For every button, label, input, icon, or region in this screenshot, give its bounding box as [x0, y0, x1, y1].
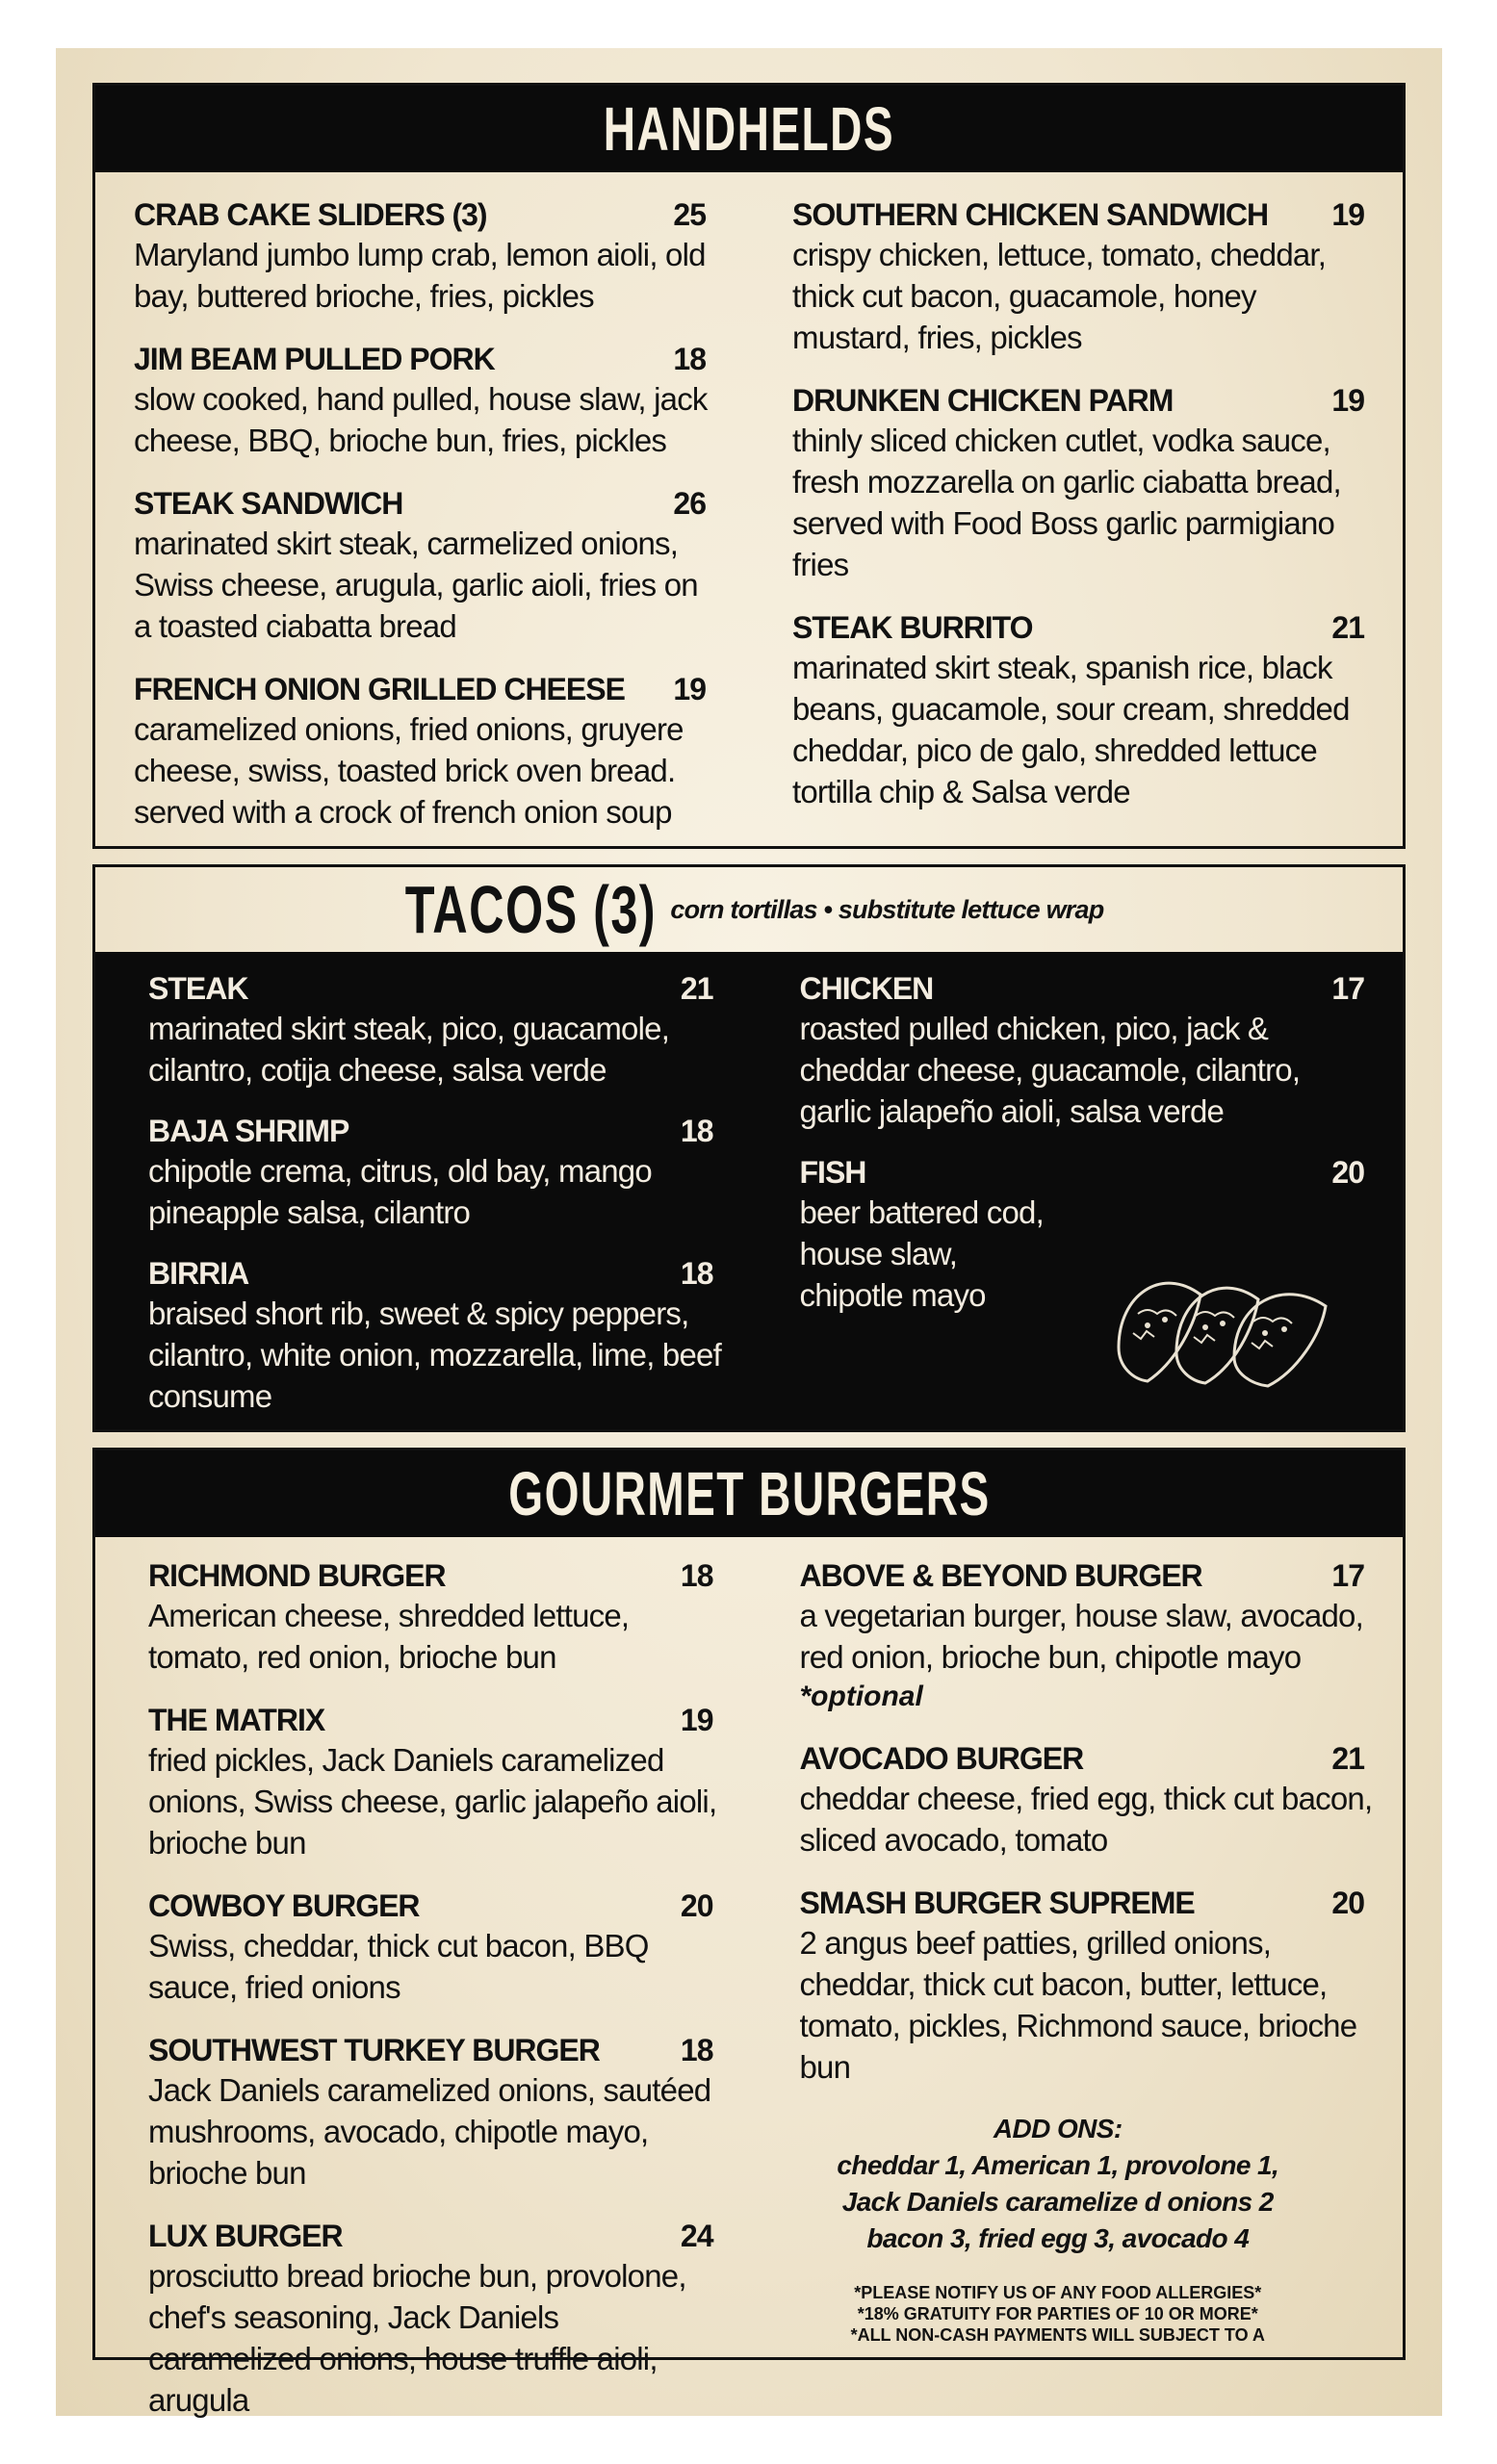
item-description: braised short rib, sweet & spicy peppers, cilantro, white onion, mozzarella, lime, beef consume	[148, 1296, 721, 1414]
item-price: 26	[673, 486, 706, 521]
item-name: FRENCH ONION GRILLED CHEESE	[134, 672, 625, 706]
burgers-section	[92, 1448, 1406, 2418]
menu-item	[134, 195, 715, 317]
item-price: 18	[680, 2033, 713, 2067]
handhelds-left-column	[134, 195, 773, 856]
policy-note: *18% GRATUITY FOR PARTIES OF 10 OR MORE*	[857, 2304, 1258, 2323]
tacos-subtitle: corn tortillas • substitute lettuce wrap	[670, 894, 1104, 924]
menu-item	[148, 1886, 723, 2008]
item-description: fried pickles, Jack Daniels caramelized onions, Swiss cheese, garlic jalapeño aioli, brioche bun	[148, 1742, 717, 1861]
item-description: American cheese, shredded lettuce, tomato, red onion, brioche bun	[148, 1598, 630, 1675]
item-price: 18	[680, 1558, 713, 1593]
item-name: THE MATRIX	[148, 1703, 325, 1737]
item-description-line: chipotle mayo	[799, 1277, 986, 1313]
tacos-body	[95, 952, 1403, 1429]
item-price: 19	[1331, 383, 1364, 418]
item-price: 21	[1331, 610, 1364, 645]
add-ons-title: ADD ONS:	[993, 2114, 1123, 2143]
menu-item	[134, 670, 715, 833]
handhelds-right-column	[773, 195, 1374, 856]
burgers-left-column	[148, 1556, 781, 2444]
item-description: marinated skirt steak, carmelized onions, Swiss cheese, arugula, garlic aioli, fries on a toasted ciabatta bread	[134, 526, 698, 644]
menu-item	[148, 969, 723, 1091]
menu-item	[148, 1112, 723, 1233]
menu-item	[800, 969, 1375, 1132]
item-name: LUX BURGER	[148, 2219, 343, 2253]
item-description: Jack Daniels caramelized onions, sautéed mushrooms, avocado, chipotle mayo, brioche bun	[148, 2072, 711, 2191]
item-description: thinly sliced chicken cutlet, vodka sauce, fresh mozzarella on garlic ciabatta bread, served with Food Boss garlic parmigiano fries	[792, 423, 1341, 582]
item-name: ABOVE & BEYOND BURGER	[799, 1558, 1202, 1593]
policy-note: *ALL NON-CASH PAYMENTS WILL SUBJECT TO A	[850, 2325, 1265, 2345]
item-price: 18	[680, 1256, 713, 1291]
item-name: DRUNKEN CHICKEN PARM	[792, 383, 1174, 418]
tacos-illustration	[1109, 1256, 1345, 1391]
menu-item	[134, 340, 715, 461]
burgers-title: GOURMET BURGERS	[507, 1459, 991, 1528]
add-ons-line: Jack Daniels caramelize d onions 2	[841, 2187, 1274, 2217]
item-description: a vegetarian burger, house slaw, avocado, red onion, brioche bun, chipotle mayo	[799, 1598, 1363, 1675]
menu-item	[800, 1884, 1375, 2088]
burgers-banner	[95, 1450, 1403, 1537]
item-price: 19	[680, 1703, 713, 1737]
item-name: JIM BEAM PULLED PORK	[134, 342, 495, 376]
item-description: 2 angus beef patties, grilled onions, cheddar, thick cut bacon, butter, lettuce, tomato, pickles, Richmond sauce, brioche bun	[799, 1925, 1357, 2085]
item-description: chipotle crema, citrus, old bay, mango pineapple salsa, cilantro	[148, 1153, 652, 1230]
item-description: roasted pulled chicken, pico, jack & cheddar cheese, guacamole, cilantro, garlic jalapeño aioli, salsa verde	[799, 1011, 1301, 1129]
item-name: BIRRIA	[148, 1256, 249, 1291]
item-description: crispy chicken, lettuce, tomato, cheddar, thick cut bacon, guacamole, honey mustard, fries, pickles	[792, 237, 1327, 355]
policy-note: *PLEASE NOTIFY US OF ANY FOOD ALLERGIES*	[854, 2283, 1262, 2302]
item-name: AVOCADO BURGER	[799, 1741, 1084, 1776]
item-price: 21	[1331, 1741, 1364, 1776]
menu-item	[148, 2031, 723, 2194]
item-price: 17	[1331, 1558, 1364, 1593]
menu-item	[134, 484, 715, 647]
item-name: STEAK BURRITO	[792, 610, 1033, 645]
item-description: caramelized onions, fried onions, gruyere cheese, swiss, toasted brick oven bread. served with a crock of french onion soup	[134, 711, 684, 830]
item-name: CHICKEN	[799, 971, 934, 1006]
burgers-right-column	[781, 1556, 1375, 2444]
tacos-title: TACOS (3)	[404, 872, 657, 947]
optional-note: *optional	[799, 1681, 923, 1712]
item-price: 25	[673, 197, 706, 232]
menu-item	[792, 195, 1374, 358]
add-ons	[800, 2111, 1317, 2257]
menu-item	[148, 1701, 723, 1863]
item-description: Swiss, cheddar, thick cut bacon, BBQ sauce, fried onions	[148, 1928, 649, 2005]
handhelds-title: HANDHELDS	[603, 94, 895, 164]
menu-item	[800, 1739, 1375, 1861]
tacos-section	[92, 864, 1406, 1432]
item-description: slow cooked, hand pulled, house slaw, jack cheese, BBQ, brioche bun, fries, pickles	[134, 381, 708, 458]
item-price: 20	[1331, 1886, 1364, 1920]
menu-item	[148, 1254, 723, 1417]
item-name: BAJA SHRIMP	[148, 1114, 349, 1148]
item-description-line: beer battered cod,	[799, 1194, 1044, 1230]
item-price: 20	[1331, 1155, 1364, 1190]
item-name: SOUTHWEST TURKEY BURGER	[148, 2033, 600, 2067]
handhelds-banner	[95, 86, 1403, 172]
menu-item	[800, 1556, 1375, 1716]
tacos-left-column	[148, 969, 781, 1438]
tacos-header	[95, 867, 1403, 952]
item-description-line: house slaw,	[799, 1236, 958, 1271]
menu-item	[148, 1556, 723, 1678]
item-name: CRAB CAKE SLIDERS (3)	[134, 197, 487, 232]
item-name: STEAK SANDWICH	[134, 486, 403, 521]
item-price: 24	[680, 2219, 713, 2253]
add-ons-line: bacon 3, fried egg 3, avocado 4	[866, 2223, 1250, 2253]
item-price: 18	[673, 342, 706, 376]
item-name: SMASH BURGER SUPREME	[799, 1886, 1195, 1920]
item-price: 20	[680, 1888, 713, 1923]
item-price: 19	[1331, 197, 1364, 232]
item-description: Maryland jumbo lump crab, lemon aioli, old bay, buttered brioche, fries, pickles	[134, 237, 706, 314]
item-name: STEAK	[148, 971, 248, 1006]
item-name: SOUTHERN CHICKEN SANDWICH	[792, 197, 1269, 232]
menu-item	[148, 2217, 723, 2421]
item-description: cheddar cheese, fried egg, thick cut bacon, sliced avocado, tomato	[799, 1781, 1373, 1858]
item-name: FISH	[799, 1155, 866, 1190]
item-name: RICHMOND BURGER	[148, 1558, 446, 1593]
add-ons-line: cheddar 1, American 1, provolone 1,	[837, 2150, 1279, 2180]
menu-item	[792, 608, 1374, 812]
item-description: marinated skirt steak, spanish rice, black beans, guacamole, sour cream, shredded cheddar, pico de galo, shredded lettuce tortilla chip & Salsa verde	[792, 650, 1350, 809]
policy-notes	[800, 2282, 1317, 2346]
item-price: 17	[1331, 971, 1364, 1006]
item-price: 18	[680, 1114, 713, 1148]
item-name: COWBOY BURGER	[148, 1888, 420, 1923]
menu-item	[792, 381, 1374, 585]
item-description: marinated skirt steak, pico, guacamole, cilantro, cotija cheese, salsa verde	[148, 1011, 670, 1088]
item-description: prosciutto bread brioche bun, provolone, chef's seasoning, Jack Daniels caramelized onions, house truffle aioli, arugula	[148, 2258, 686, 2418]
item-price: 19	[673, 672, 706, 706]
handhelds-section	[92, 83, 1406, 849]
item-price: 21	[680, 971, 713, 1006]
